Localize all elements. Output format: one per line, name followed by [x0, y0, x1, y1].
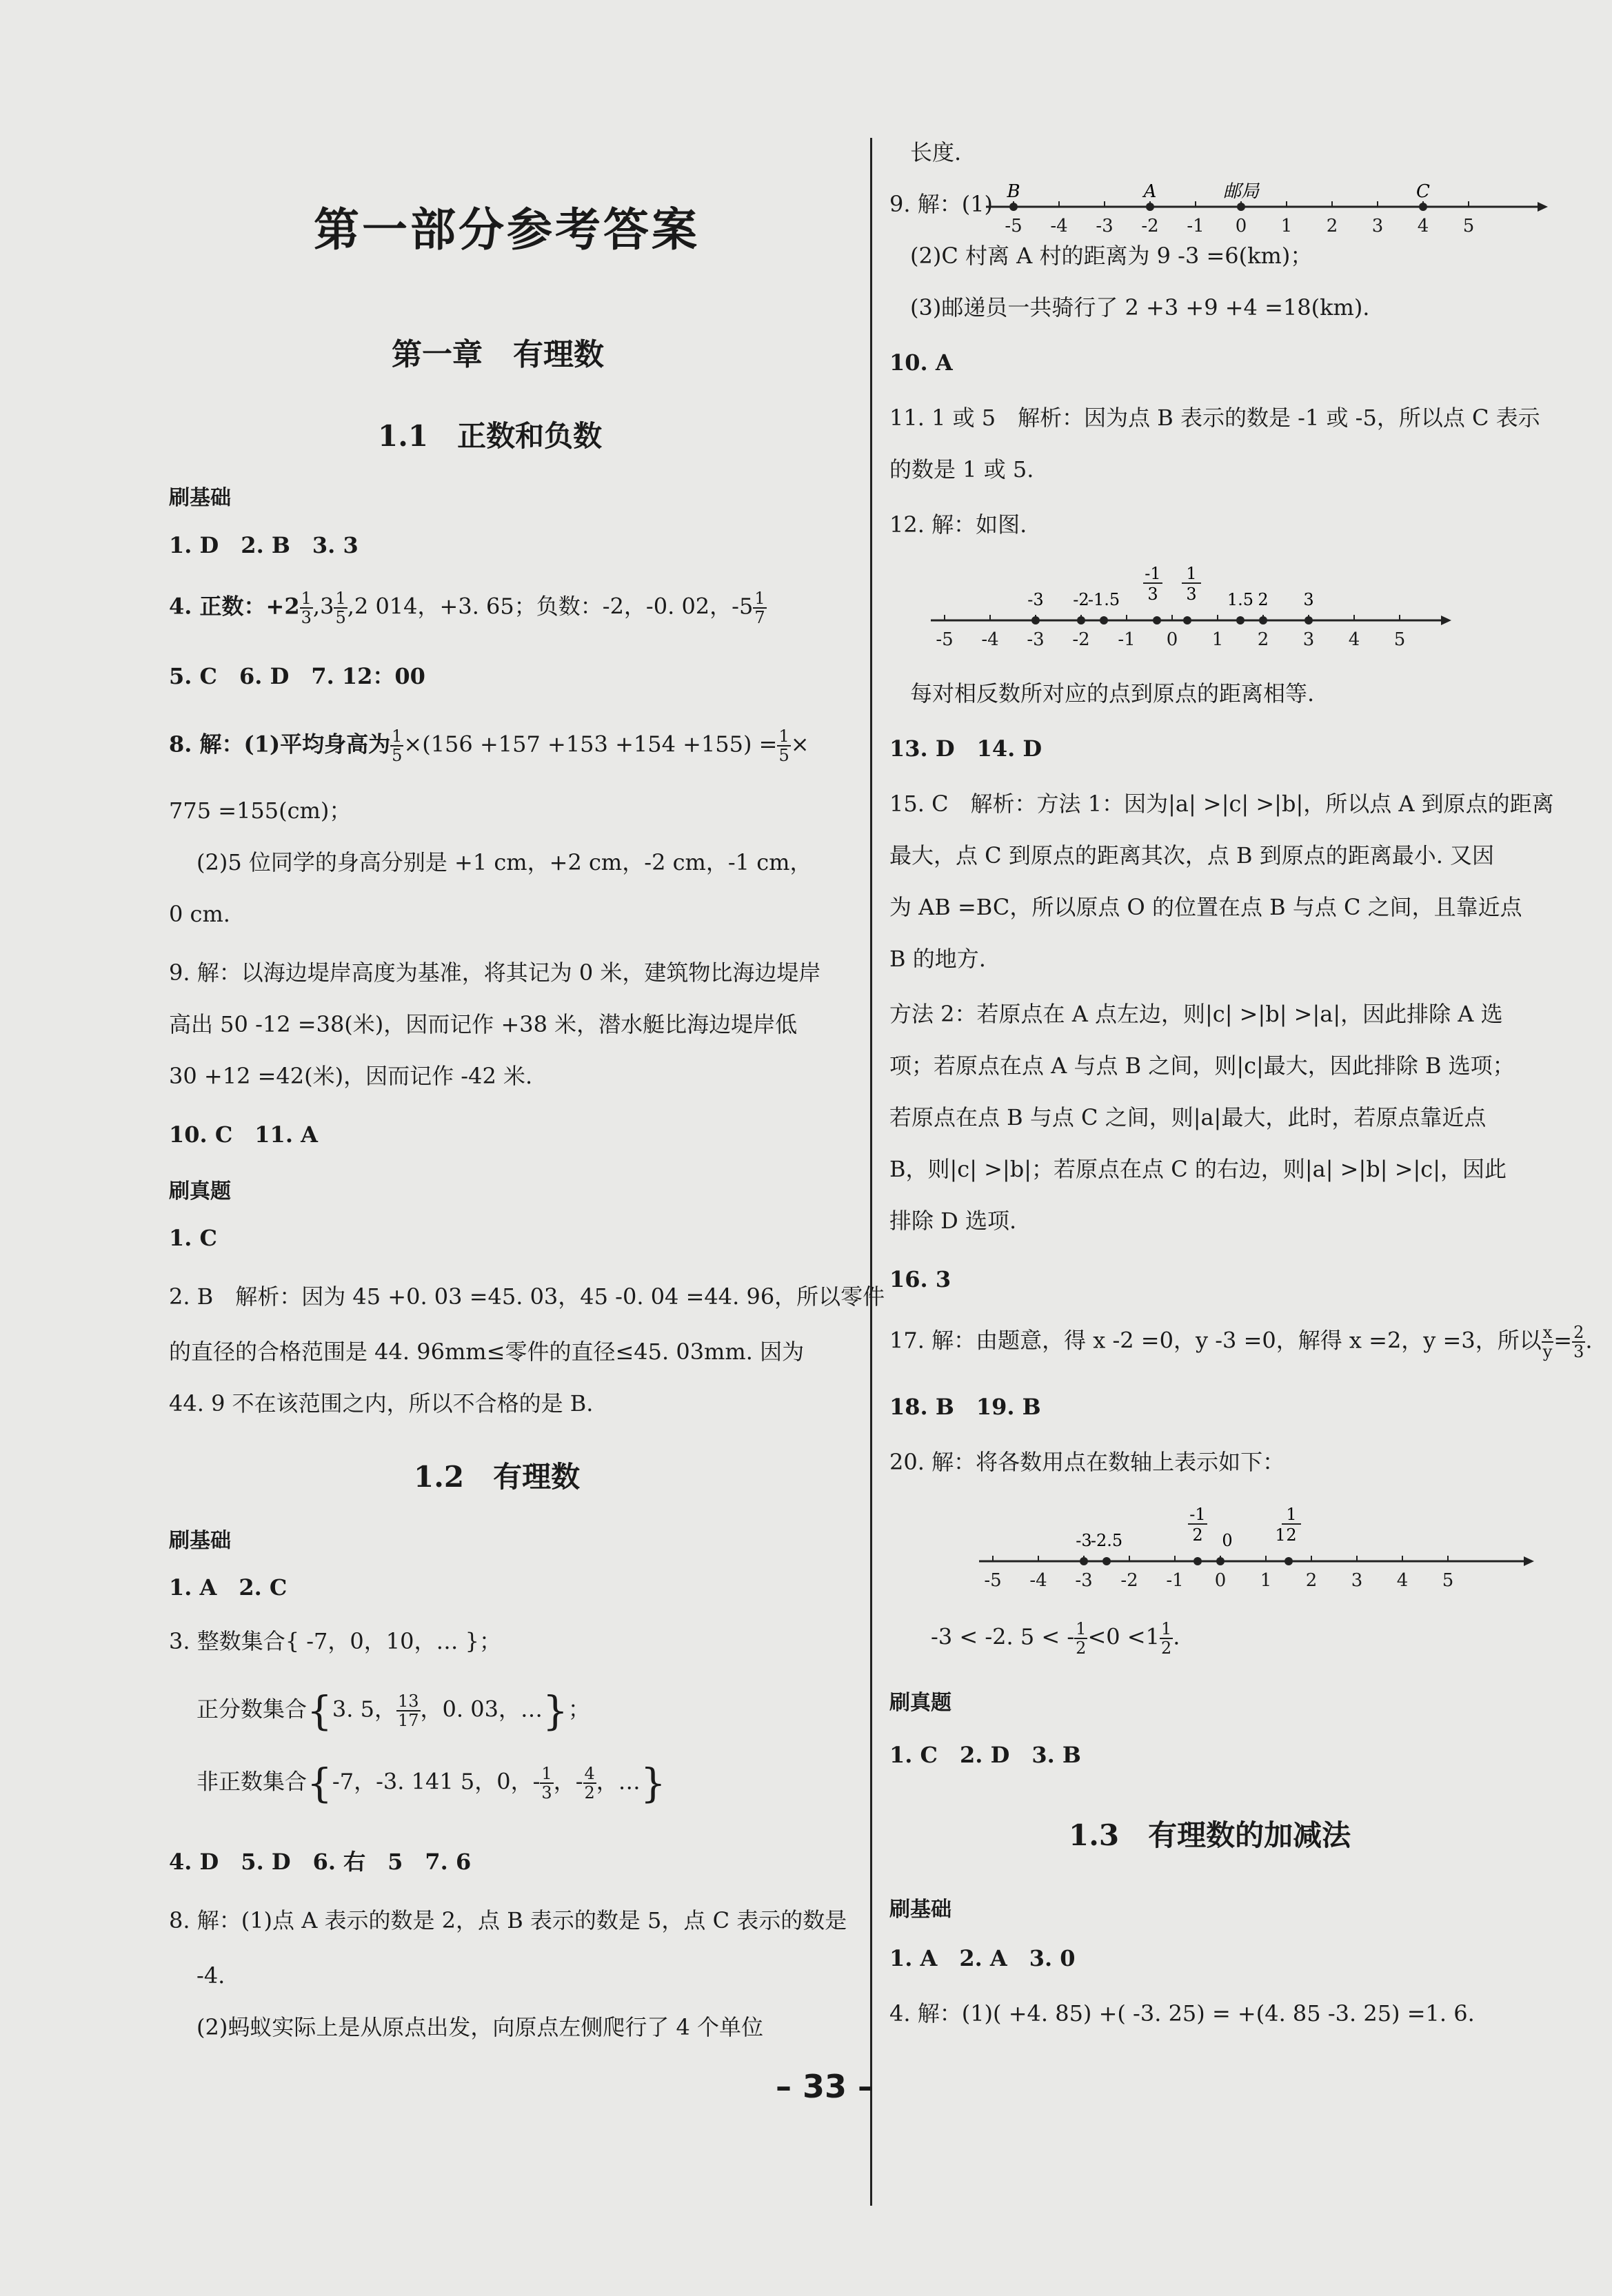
text: 非正数集合 — [197, 1768, 308, 1795]
numerator: 4 — [584, 1764, 595, 1783]
tick-label: -5 — [936, 629, 954, 650]
tick-label: -3 — [1075, 1570, 1093, 1591]
numerator: 1 — [541, 1764, 552, 1783]
tick-label: 5 — [1442, 1570, 1454, 1591]
answer-line: 为 AB =BC，所以原点 O 的位置在点 B 与点 C 之间，且靠近点 — [889, 894, 1522, 920]
numerator: 1 — [335, 589, 346, 608]
frac-numerator: 1 — [1286, 1505, 1297, 1524]
point-label: 2 — [1258, 590, 1269, 609]
section-title-1-1: 1.1 正数和负数 — [378, 419, 603, 453]
answer-line — [169, 589, 767, 627]
text: ，- — [553, 1768, 583, 1795]
tick-label: 0 — [1235, 216, 1247, 236]
tick-label: -1 — [1118, 629, 1136, 650]
tick-label: 4 — [1417, 216, 1429, 236]
answer-line: 每对相反数所对应的点到原点的距离相等. — [910, 680, 1315, 707]
point-dot — [1259, 616, 1267, 624]
denominator: 5 — [335, 608, 346, 627]
tick-label: -1 — [1187, 216, 1205, 236]
tick-label: -4 — [1029, 1570, 1047, 1591]
number-line-q12 — [931, 551, 1482, 655]
answer-line: 30 +12 =42(米)，因而记作 -42 米. — [169, 1063, 533, 1089]
point-dot — [1236, 616, 1245, 624]
point-dot — [1031, 616, 1040, 624]
answer-line: 9. 解：(1) — [889, 191, 994, 217]
answer-line: 最大，点 C 到原点的距离其次，点 B 到原点的距离最小. 又因 — [889, 842, 1495, 868]
point-dot — [1419, 203, 1427, 211]
brace-open: { — [307, 1760, 332, 1807]
label-real: 刷真题 — [889, 1691, 951, 1715]
answer-line: 4. 解：(1)( +4. 85) +( -3. 25) = +(4. 85 -3. 25) =1. 6. — [889, 2000, 1475, 2026]
tick-label: 5 — [1393, 629, 1406, 650]
denominator: 5 — [392, 746, 403, 765]
fraction — [396, 1692, 421, 1729]
numerator: 1 — [392, 727, 403, 746]
tick-label: -4 — [981, 629, 999, 650]
brace-close: } — [542, 1687, 568, 1734]
tick-label: 3 — [1371, 216, 1384, 236]
answer-line: 10. C 11. A — [169, 1121, 318, 1148]
answer-line: B 的地方. — [889, 946, 986, 972]
point-label: C — [1416, 181, 1430, 202]
answer-line: 1. C — [169, 1225, 218, 1251]
answer-line: -4. — [197, 1962, 225, 1989]
text: 8. 解：(1)平均身高为 — [169, 731, 391, 758]
tick-label: 4 — [1396, 1570, 1409, 1591]
fraction — [583, 1765, 596, 1802]
text: 正分数集合 — [197, 1696, 308, 1723]
fraction — [753, 589, 766, 627]
text: . — [1173, 1623, 1180, 1650]
brace-open: { — [307, 1687, 332, 1734]
answer-line: 13. D 14. D — [889, 735, 1042, 762]
text: -3 < -2. 5 < - — [931, 1623, 1075, 1650]
numerator: 2 — [1573, 1323, 1584, 1342]
answer-line: (2)C 村离 A 村的距离为 9 -3 =6(km)； — [910, 243, 1313, 269]
frac-numerator: -1 — [1145, 564, 1161, 583]
text: ×(156 +157 +153 +154 +155) = — [403, 731, 778, 758]
fraction — [1542, 1323, 1554, 1361]
fraction — [777, 727, 790, 764]
text: ，… — [596, 1768, 641, 1795]
answer-line: 0 cm. — [169, 901, 230, 927]
number-line-q20 — [979, 1489, 1544, 1592]
text: . — [1585, 1327, 1593, 1354]
denominator: 2 — [1160, 1638, 1172, 1658]
point-dot — [1193, 1557, 1202, 1565]
answer-line: 项；若原点在点 A 与点 B 之间，则|c|最大，因此排除 B 选项； — [889, 1053, 1515, 1079]
tick-label: -3 — [1027, 629, 1045, 650]
answer-line: 若原点在点 B 与点 C 之间，则|a|最大，此时，若原点靠近点 — [889, 1104, 1487, 1130]
number-line-ticks — [984, 1505, 1453, 1591]
text: 3. 5， — [332, 1696, 396, 1723]
point-dot — [1100, 616, 1108, 624]
point-label: -3 — [1027, 590, 1044, 609]
tick-label: 1 — [1260, 1570, 1272, 1591]
denominator: 7 — [754, 608, 765, 627]
fraction — [540, 1765, 553, 1802]
answer-line: 8. 解：(1)点 A 表示的数是 2，点 B 表示的数是 5，点 C 表示的数是 — [169, 1907, 847, 1933]
frac-denominator: 3 — [1147, 585, 1158, 604]
answer-line: (2)5 位同学的身高分别是 +1 cm，+2 cm，-2 cm，-1 cm， — [197, 849, 812, 875]
tick-label: -2 — [1141, 216, 1159, 236]
point-dot — [1237, 203, 1245, 211]
frac-denominator: 2 — [1286, 1525, 1297, 1545]
chapter-title: 第一章 有理数 — [392, 337, 604, 372]
answer-line: 16. 3 — [889, 1266, 951, 1292]
numerator: 1 — [1160, 1619, 1172, 1638]
text: = — [1553, 1327, 1573, 1354]
answer-line: 1. D 2. B 3. 3 — [169, 532, 359, 558]
column-divider — [870, 138, 872, 2206]
answer-line: 高出 50 -12 =38(米)，因而记作 +38 米，潜水艇比海边堤岸低 — [169, 1011, 798, 1037]
point-dot — [1080, 1557, 1088, 1565]
fraction — [334, 589, 347, 627]
numerator: 1 — [754, 589, 765, 608]
answer-line: 4. D 5. D 6. 右 5 7. 6 — [169, 1849, 472, 1875]
tick-label: 3 — [1302, 629, 1315, 650]
answer-line: 44. 9 不在该范围之内，所以不合格的是 B. — [169, 1390, 594, 1416]
numerator: 1 — [1076, 1619, 1087, 1638]
answer-line — [931, 1620, 1180, 1657]
answer-line: 方法 2：若原点在 A 点左边，则|c| >|b| >|a|，因此排除 A 选 — [889, 1001, 1503, 1027]
denominator: 3 — [1573, 1342, 1584, 1361]
numerator: 1 — [301, 589, 312, 608]
point-label: -2 — [1073, 590, 1089, 609]
point-label: -2.5 — [1090, 1531, 1123, 1550]
number-line-ticks — [936, 564, 1405, 650]
point-dot — [1216, 1557, 1225, 1565]
fraction — [1074, 1620, 1087, 1657]
denominator: 3 — [541, 1783, 552, 1802]
point-label: 3 — [1303, 590, 1314, 609]
label-basic: 刷基础 — [889, 1898, 951, 1922]
tick-label: 2 — [1305, 1570, 1318, 1591]
answer-line: 正分数集合{3. 5， $\frac{13}{17}$ ，0. 03，…}； — [197, 1687, 590, 1734]
text: ，0. 03，… — [420, 1696, 543, 1723]
point-label: -1.5 — [1087, 590, 1120, 609]
tick-label: 1 — [1280, 216, 1293, 236]
section-title-1-3: 1.3 有理数的加减法 — [1069, 1818, 1351, 1852]
point-dot — [1077, 616, 1085, 624]
fraction — [390, 727, 403, 764]
answer-line — [169, 727, 809, 764]
point-label: 1.5 — [1227, 590, 1254, 609]
answer-line: 11. 1 或 5 解析：因为点 B 表示的数是 -1 或 -5，所以点 C 表示 — [889, 405, 1540, 431]
answer-line — [197, 1760, 666, 1807]
answer-line: 12. 解：如图. — [889, 511, 1027, 538]
tick-label: -2 — [1072, 629, 1090, 650]
answer-line: (3)邮递员一共骑行了 2 +3 +9 +4 =18(km). — [910, 294, 1370, 321]
frac-numerator: 1 — [1186, 564, 1197, 583]
tick-label: -4 — [1050, 216, 1068, 236]
numerator: 1 — [778, 727, 789, 746]
tick-label: 1 — [1211, 629, 1224, 650]
number-line-q9 — [986, 176, 1551, 238]
denominator: 17 — [398, 1711, 419, 1730]
answer-line: 20. 解：将各数用点在数轴上表示如下： — [889, 1449, 1285, 1475]
label-basic: 刷基础 — [169, 486, 231, 510]
tick-label: -1 — [1166, 1570, 1184, 1591]
text: ,3 — [312, 593, 334, 620]
text: 17. 解：由题意，得 x -2 =0，y -3 =0，解得 x =2，y =3，所以 — [889, 1327, 1542, 1354]
label-basic: 刷基础 — [169, 1529, 231, 1553]
point-dot — [1102, 1557, 1111, 1565]
denominator: 3 — [301, 608, 312, 627]
tick-label: 5 — [1462, 216, 1475, 236]
answer-line: 775 =155(cm)； — [169, 797, 352, 824]
point-label: -3 — [1076, 1531, 1092, 1550]
tick-label: -2 — [1120, 1570, 1138, 1591]
label-real: 刷真题 — [169, 1179, 231, 1203]
answer-line: 1. C 2. D 3. B — [889, 1742, 1081, 1768]
frac-numerator: -1 — [1189, 1505, 1206, 1524]
tick-label: -5 — [984, 1570, 1002, 1591]
answer-line — [889, 1323, 1593, 1361]
text: 4. 正数：+2 — [169, 593, 300, 620]
frac-denominator: 3 — [1186, 585, 1197, 604]
text: × — [790, 731, 809, 758]
page-title: 第一部分参考答案 — [314, 203, 700, 256]
answer-line: 15. C 解析：方法 1：因为|a| >|c| >|b|，所以点 A 到原点的距离 — [889, 791, 1554, 817]
fraction — [1572, 1323, 1585, 1361]
point-dot — [1183, 616, 1191, 624]
tick-label: 4 — [1348, 629, 1360, 650]
answer-line: 1. A 2. A 3. 0 — [889, 1945, 1076, 1971]
tick-label: -3 — [1096, 216, 1114, 236]
brace-close: } — [640, 1760, 666, 1807]
mixed-whole: 1 — [1275, 1525, 1286, 1545]
answer-line: B，则|c| >|b|；若原点在点 C 的右边，则|a| >|b| >|c|，因此 — [889, 1156, 1507, 1182]
point-dot — [1153, 616, 1161, 624]
tick-label: 0 — [1166, 629, 1178, 650]
answer-line: 9. 解：以海边堤岸高度为基准，将其记为 0 米，建筑物比海边堤岸 — [169, 959, 821, 986]
point-label: 邮局 — [1222, 181, 1260, 202]
tick-label: 2 — [1326, 216, 1338, 236]
point-dot — [1146, 203, 1154, 211]
page-number: – 33 – — [776, 2068, 874, 2105]
point-dot — [1304, 616, 1313, 624]
answer-line: 1. A 2. C — [169, 1574, 288, 1601]
point-dot — [1009, 203, 1018, 211]
answer-line: 的数是 1 或 5. — [889, 456, 1034, 482]
answer-line: 3. 整数集合{ -7，0，10，… }； — [169, 1628, 502, 1654]
tick-label: 2 — [1257, 629, 1269, 650]
numerator: x — [1542, 1323, 1553, 1342]
denominator: y — [1542, 1342, 1553, 1361]
answer-line: 5. C 6. D 7. 12：00 — [169, 663, 425, 689]
numerator: 13 — [398, 1691, 419, 1711]
denominator: 5 — [778, 746, 789, 765]
tick-label: -5 — [1005, 216, 1022, 236]
point-label: B — [1007, 181, 1020, 202]
tick-label: 3 — [1351, 1570, 1363, 1591]
answer-line: 长度. — [910, 139, 962, 165]
text: ,2 014，+3. 65；负数：-2，-0. 02，-5 — [347, 593, 754, 620]
answer-line: 的直径的合格范围是 44. 96mm≤零件的直径≤45. 03mm. 因为 — [169, 1339, 805, 1365]
answer-line: 2. B 解析：因为 45 +0. 03 =45. 03，45 -0. 04 =44. 96，所以零件 — [169, 1283, 885, 1310]
number-line-ticks — [1005, 181, 1474, 236]
denominator: 2 — [1076, 1638, 1087, 1658]
fraction — [1160, 1620, 1173, 1657]
answer-line: (2)蚂蚁实际上是从原点出发，向原点左侧爬行了 4 个单位 — [197, 2014, 764, 2040]
point-dot — [1284, 1557, 1293, 1565]
fraction — [300, 589, 313, 627]
answer-line: 10. A — [889, 349, 953, 376]
frac-denominator: 2 — [1192, 1525, 1203, 1545]
point-label: A — [1143, 181, 1157, 202]
answer-line: 排除 D 选项. — [889, 1208, 1017, 1234]
section-title-1-2: 1.2 有理数 — [414, 1460, 581, 1494]
tick-label: 0 — [1214, 1570, 1227, 1591]
point-label: 0 — [1222, 1531, 1233, 1550]
denominator: 2 — [584, 1783, 595, 1802]
answer-line: 18. B 19. B — [889, 1394, 1041, 1420]
text: <0 <1 — [1087, 1623, 1160, 1650]
text: -7，-3. 141 5，0，- — [332, 1768, 541, 1795]
